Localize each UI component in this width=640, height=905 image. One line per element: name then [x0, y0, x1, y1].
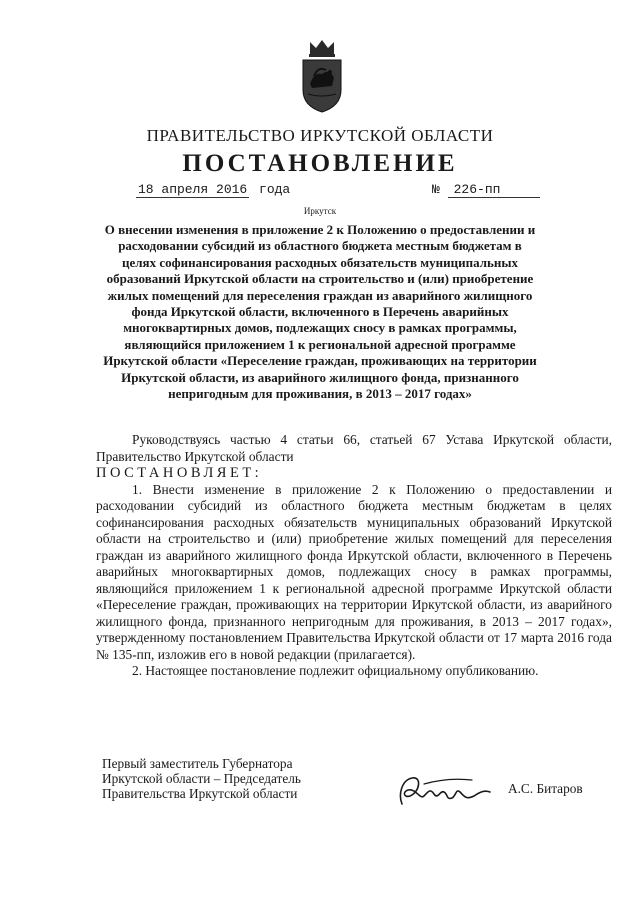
document-number: [432, 182, 540, 198]
signatory-role: [102, 757, 301, 801]
heading-line: целях софинансирования расходных обязательств муниципальных: [121, 254, 519, 270]
date-value: 18 апреля 2016: [138, 182, 248, 197]
role-line: Первый заместитель Губернатора: [102, 756, 293, 771]
heading-line: непригодным для проживания, в 2013 – 2017 годах»: [168, 386, 472, 402]
preamble-paragraph: Руководствуясь частью 4 статьи 66, статьей 67 Устава Иркутской области, Правительство Иркутской области: [96, 432, 612, 464]
role-line: Иркутской области – Председатель: [102, 770, 301, 786]
handwritten-signature-icon: [394, 770, 498, 812]
signatory-name: А.С. Битаров: [508, 781, 583, 796]
number-prefix: №: [432, 182, 440, 197]
heading-line: являющийся приложением 1 к региональной адресной программе: [124, 336, 516, 352]
heading-line: многоквартирных домов, подлежащих сносу в рамках программы,: [123, 320, 517, 336]
item-1-paragraph: 1. Внести изменение в приложение 2 к Положению о предоставлении и расходовании субсидий из областного бюджета местным бюджетам в целях софинансирования расходных обязательств муниципальных образований Иркутской области на строительство и (или) приобретение жилых помещений для переселения граждан из аварийного жилищного фонда Иркутской области, включенного в Перечень аварийных многоквартирных домов, подлежащих сносу в рамках программы, являющийся приложением 1 к региональной адресной программе Иркутской области «Переселение граждан, проживающих на территории Иркутской области, из аварийного жилищного фонда, признанного непригодным для проживания, в 2013 – 2017 годах», утвержденному постановлением Правительства Иркутской области от 17 марта 2016 года № 135-пп, изложив его в новой редакции (прилагается).: [96, 481, 612, 662]
role-line: Правительства Иркутской области: [102, 785, 298, 801]
document-type: ПОСТАНОВЛЕНИЕ: [182, 150, 458, 177]
government-name: ПРАВИТЕЛЬСТВО ИРКУТСКОЙ ОБЛАСТИ: [146, 126, 494, 145]
heading-line: фонда Иркутской области, включенного в Перечень аварийных: [131, 304, 509, 320]
city: Иркутск: [303, 206, 337, 216]
heading-line: образований Иркутской области на строительство и (или) приобретение: [106, 271, 534, 287]
coat-of-arms-icon: [300, 38, 344, 114]
item-2-paragraph: 2. Настоящее постановление подлежит официальному опубликованию.: [132, 663, 539, 678]
document-date: [136, 182, 290, 197]
document-heading: [96, 222, 544, 402]
heading-line: О внесении изменения в приложение 2 к Положению о предоставлении и: [104, 222, 536, 237]
document-body: [96, 432, 612, 680]
number-value: 226-пп: [448, 182, 540, 198]
heading-line: Иркутской области «Переселение граждан, проживающих на территории: [103, 353, 537, 369]
heading-line: жилых помещений для переселения граждан из аварийного жилищного: [107, 287, 533, 303]
date-suffix: года: [259, 182, 291, 197]
heading-line: Иркутской области, из аварийного жилищного фонда, признанного: [121, 369, 519, 385]
heading-line: расходовании субсидий из областного бюджета местным бюджетам в: [118, 238, 522, 254]
resolves-heading: ПОСТАНОВЛЯЕТ:: [96, 465, 263, 481]
